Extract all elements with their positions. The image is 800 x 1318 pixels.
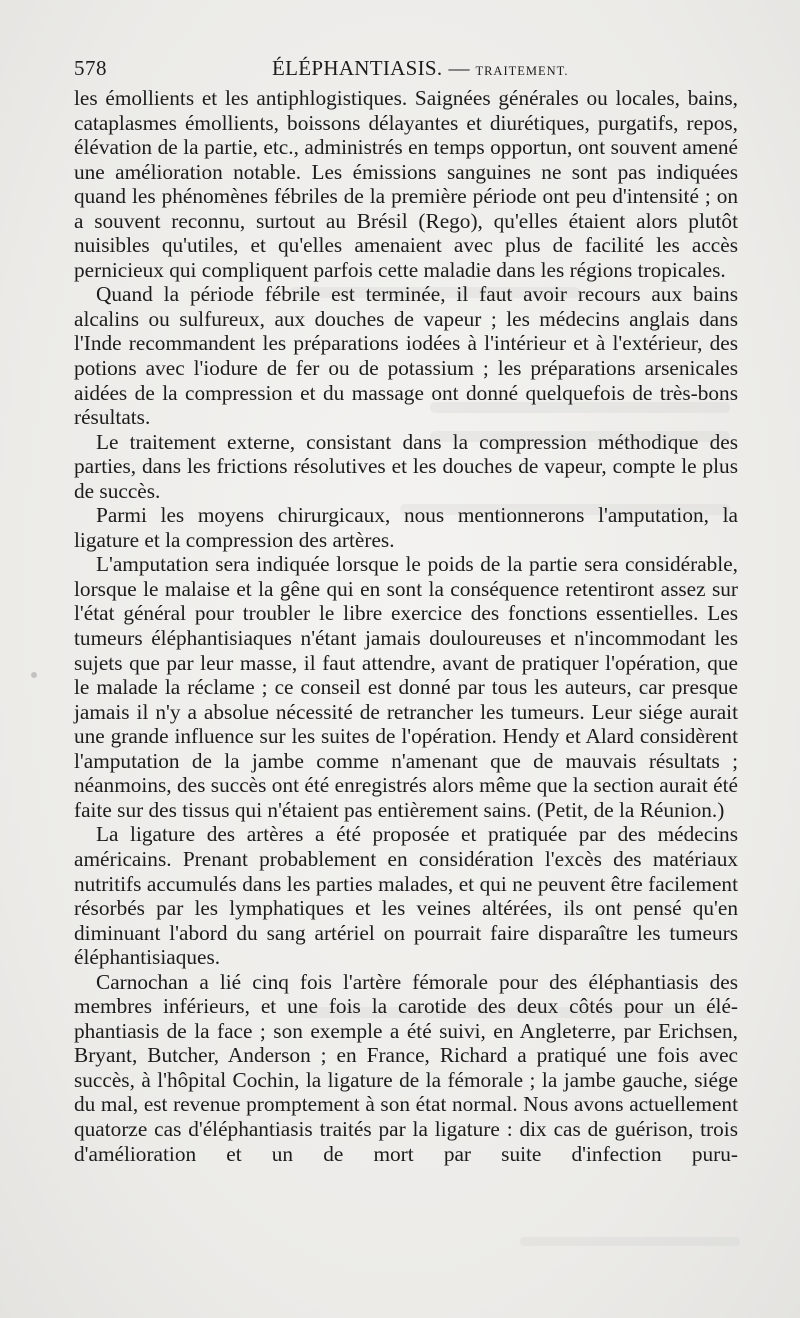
chapter-title: ÉLÉPHANTIASIS. <box>272 56 443 80</box>
paragraph-febrile-period: Quand la période fébrile est terminée, il faut avoir recours aux bains alcalins ou sulfureux, aux douches de vapeur ; les médecins anglais dans l'Inde recommandent les préparations iodées à l'intérieur et à l'extérieur, des potions avec l'iodure de fer ou de potassium ; les préparations arsenicales aidées de la compression et du massage ont donné quelquefois de très-bons résultats. <box>74 282 738 430</box>
paragraph-continuation: les émollients et les antiphlogistiques. Saignées générales ou locales, bains, cataplasmes émollients, boissons délayantes et diurétiques, purgatifs, repos, élévation de la partie, etc., administrés en temps opportun, ont souvent amené une amélioration notable. Les émissions sanguines ne sont pas indiquées quand les phénomènes fébriles de la première période ont peu d'intensité ; on a souvent reconnu, surtout au Brésil (Rego), qu'elles étaient alors plutôt nuisibles qu'utiles, et qu'elles amenaient avec plus de facilité les accès pernicieux qui compliquent parfois cette maladie dans les régions tropicales. <box>74 86 738 282</box>
paragraph-ligature: La ligature des artères a été proposée et pratiquée par des médecins américains. Prenant probablement en considération l'excès des matériaux nutritifs accumulés dans les parties malades, et qui ne peuvent être facilement résorbés par les lymphatiques et les veines altérées, ils ont pensé qu'en diminuant l'abord du sang artériel on pourrait faire disparaître les tumeurs éléphantisiaques. <box>74 822 738 970</box>
title-separator: — <box>448 56 470 80</box>
section-title: TRAITEMENT. <box>475 64 569 78</box>
body-text <box>74 86 738 1166</box>
paragraph-carnochan: Carnochan a lié cinq fois l'artère fémorale pour des éléphantiasis des membres inférieurs, et une fois la carotide des deux côtés pour un éléphantiasis de la face ; son exemple a été suivi, en Angleterre, par Erichsen, Bryant, Butcher, Anderson ; en France, Richard a pratiqué une fois avec succès, à l'hôpital Cochin, la ligature de la fémorale ; la jambe gauche, siége du mal, est revenue promptement à son état normal. Nous avons actuellement quatorze cas d'éléphantiasis traités par la ligature : dix cas de guérison, trois d'amélioration et un de mort par suite d'infection puru- <box>74 969 738 1166</box>
running-header <box>74 56 738 86</box>
page-number: 578 <box>74 56 107 80</box>
paragraph-amputation: L'amputation sera indiquée lorsque le poids de la partie sera considérable, lorsque le malaise et la gêne qui en sont la conséquence retentiront assez sur l'état général pour troubler le libre exercice des fonctions essentielles. Les tumeurs éléphantisiaques n'étant jamais douloureuses et n'incommodant les sujets que par leur masse, il faut attendre, avant de pratiquer l'opération, que le malade la réclame ; ce conseil est donné par tous les auteurs, car presque jamais il n'y a absolue nécessité de retrancher les tumeurs. Leur siége aurait une grande influence sur les suites de l'opération. Hendy et Alard considèrent l'amputation de la jambe comme n'amenant que de mauvais résultats ; néanmoins, des succès ont été enregistrés alors même que la section aurait été faite sur des tissus qui n'étaient pas entièrement sains. (Petit, de la Réunion.) <box>74 552 738 822</box>
paragraph-surgical-means: Parmi les moyens chirurgicaux, nous mentionnerons l'amputation, la ligature et la compression des artères. <box>74 503 738 552</box>
paragraph-external-treatment: Le traitement externe, consistant dans la compression méthodique des parties, dans les frictions résolutives et les douches de vapeur, compte le plus de succès. <box>74 429 738 503</box>
running-title <box>272 56 569 81</box>
